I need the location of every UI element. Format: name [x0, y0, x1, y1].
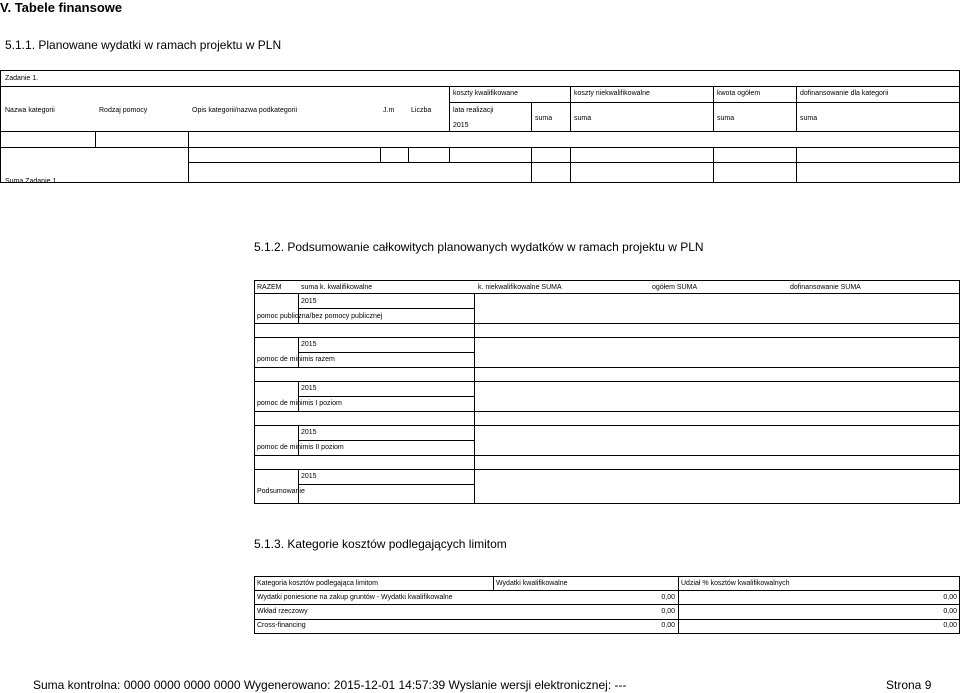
s512-row-year: 2015	[301, 298, 317, 305]
s513-header-cat: Kategoria kosztów podlegająca limitom	[257, 580, 379, 587]
s513-row-wyd: 0,00	[661, 622, 675, 629]
section-title: V. Tabele finansowe	[0, 0, 123, 15]
s512-header-razem: RAZEM	[257, 284, 282, 291]
s513-header-wyd: Wydatki kwalifikowalne	[496, 580, 568, 587]
s512-row-year: 2015	[301, 341, 317, 348]
s513-row-label: Cross-financing	[257, 622, 306, 629]
s513-row-udz: 0,00	[943, 608, 957, 615]
s512-row-year: 2015	[301, 473, 317, 480]
col-jm: J.m	[383, 107, 395, 114]
s513-row-udz: 0,00	[943, 594, 957, 601]
col-year: 2015	[453, 122, 469, 129]
s513-row-label: Wkład rzeczowy	[257, 608, 308, 615]
s512-header-kn: k. niekwalifikowalne SUMA	[478, 284, 562, 291]
s511-sum-label: Suma Zadanie 1.	[5, 178, 59, 185]
s512-row-year: 2015	[301, 385, 317, 392]
footer-page: Strona 9	[886, 678, 932, 692]
footer-text: Suma kontrolna: 0000 0000 0000 0000 Wygenerowano: 2015-12-01 14:57:39 Wyslanie wersji elektronicznej: ---	[33, 678, 627, 692]
s511-title: 5.1.1. Planowane wydatki w ramach projektu w PLN	[5, 38, 282, 52]
col-suma-3: suma	[717, 115, 735, 122]
s513-title: 5.1.3. Kategorie kosztów podlegających limitom	[254, 537, 507, 551]
col-opis: Opis kategorii/nazwa podkategorii	[192, 107, 298, 114]
s512-row-label: pomoc de minimis II poziom	[257, 444, 344, 451]
s513-row-wyd: 0,00	[661, 608, 675, 615]
s512-row-year: 2015	[301, 429, 317, 436]
s512-title: 5.1.2. Podsumowanie całkowitych planowanych wydatków w ramach projektu w PLN	[254, 240, 704, 254]
s513-header-udz: Udział % kosztów kwalifikowalnych	[681, 580, 790, 587]
s512-row-label: Podsumowanie	[257, 488, 305, 495]
s512-header-kk: suma k. kwalifikowalne	[301, 284, 373, 291]
s511-kk-header: koszty kwalifikowane	[453, 90, 518, 97]
col-liczba: Liczba	[411, 107, 432, 114]
s513-row-udz: 0,00	[943, 622, 957, 629]
col-suma-2: suma	[574, 115, 592, 122]
s511-ko-header: kwota ogółem	[717, 90, 761, 97]
col-suma-1: suma	[535, 115, 553, 122]
s513-row-label: Wydatki poniesione na zakup gruntów - Wydatki kwalifikowalne	[257, 594, 453, 601]
col-nazwa: Nazwa kategorii	[5, 107, 55, 114]
col-rodzaj: Rodzaj pomocy	[99, 107, 148, 114]
s512-header-dof: dofinansowanie SUMA	[790, 284, 861, 291]
s511-kn-header: koszty niekwalifikowalne	[574, 90, 650, 97]
s511-task-label: Zadanie 1.	[5, 75, 39, 82]
s513-row-wyd: 0,00	[661, 594, 675, 601]
s511-dof-header: dofinansowanie dla kategorii	[800, 90, 889, 97]
col-lata: lata realizacji	[453, 107, 494, 114]
s512-row-label: pomoc de minimis razem	[257, 356, 335, 363]
col-suma-4: suma	[800, 115, 818, 122]
s512-header-og: ogółem SUMA	[652, 284, 698, 291]
s512-row-label: pomoc de minimis I poziom	[257, 400, 342, 407]
s512-row-label: pomoc publiczna/bez pomocy publicznej	[257, 313, 383, 320]
